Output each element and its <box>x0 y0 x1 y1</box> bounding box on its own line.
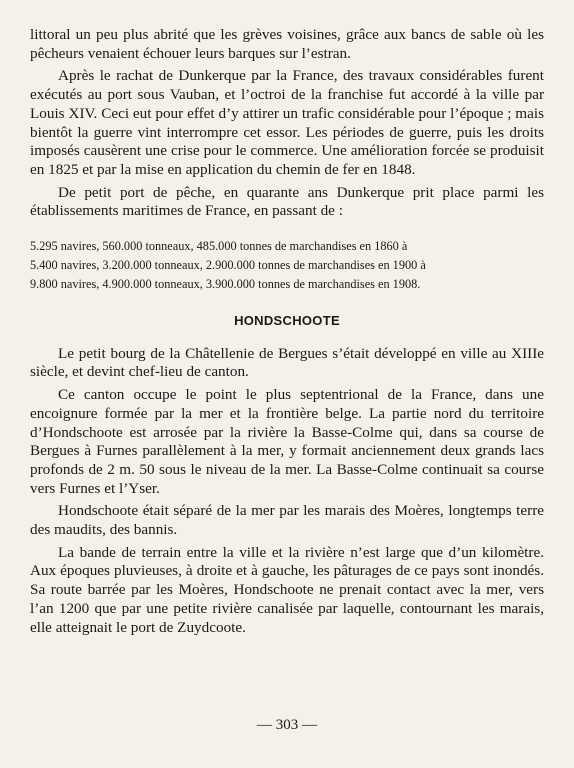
paragraph: De petit port de pêche, en quarante ans Dunkerque prit place parmi les établissements maritimes de France, en passant de : <box>30 183 544 220</box>
paragraph: Le petit bourg de la Châtellenie de Bergues s’était développé en ville au XIIIe siècle, et devint chef-lieu de canton. <box>30 344 544 381</box>
page-body <box>30 26 544 641</box>
stats-line: 5.400 navires, 3.200.000 tonneaux, 2.900.000 tonnes de marchandises en 1900 à <box>30 258 426 273</box>
paragraph: Hondschoote était séparé de la mer par les marais des Moères, longtemps terre des maudits, des bannis. <box>30 502 544 539</box>
shipping-statistics <box>30 237 544 294</box>
page-number: — 303 — <box>257 717 317 733</box>
paragraph: La bande de terrain entre la ville et la rivière n’est large que d’un kilomètre. Aux époques pluvieuses, à droite et à gauche, les pâturages de ce pays sont inondés. Sa route barrée par les Moères, Hondschoote ne prenait contact avec la mer, vers l’an 1200 que par une petite rivière canalisée par laquelle, contournant les marais, elle atteignait le port de Zuydcoote. <box>30 543 544 636</box>
stats-line: 9.800 navires, 4.900.000 tonneaux, 3.900.000 tonnes de marchandises en 1908. <box>30 277 421 292</box>
section-heading: HONDSCHOOTE <box>234 313 340 329</box>
paragraph: Après le rachat de Dunkerque par la France, des travaux considérables furent exécutés au port sous Vauban, et l’octroi de la franchise fut accordé à la ville par Louis XIV. Ceci eut pour effet d’y attirer un trafic considérable pour l’époque ; mais bientôt la guerre vint interrompre cet essor. Les périodes de guerre, puis les droits imposés causèrent une crise pour le commerce. Une amélioration forcée se produisit en 1825 et par la mise en application du chemin de fer en 1848. <box>30 67 544 178</box>
paragraph: littoral un peu plus abrité que les grèves voisines, grâce aux bancs de sable où les pêcheurs venaient échouer leurs barques sur l’estran. <box>30 26 544 62</box>
paragraph: Ce canton occupe le point le plus septentrional de la France, dans une encoignure formée par la mer et la frontière belge. La partie nord du territoire d’Hondschoote est arrosée par la rivière la Basse-Colme qui, dans sa course de Bergues à Furnes parallèlement à la mer, y formait anciennement deux grands lacs profonds de 2 m. 50 sous le niveau de la mer. La Basse-Colme continuait sa course vers Furnes et l’Yser. <box>30 386 544 497</box>
stats-line: 5.295 navires, 560.000 tonneaux, 485.000 tonnes de marchandises en 1860 à <box>30 239 408 254</box>
